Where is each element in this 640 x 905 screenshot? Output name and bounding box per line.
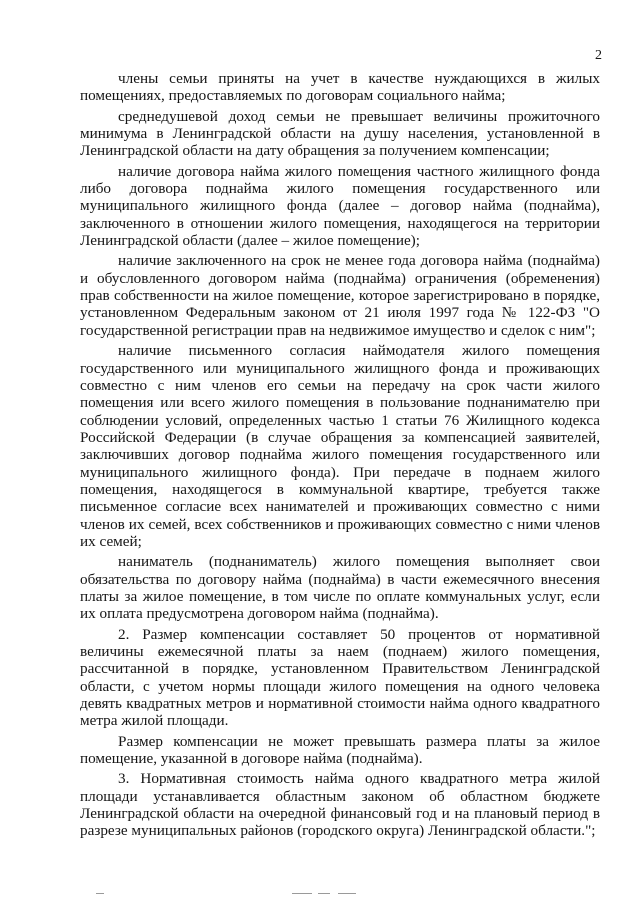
paragraph-lease-term: наличие заключенного на срок не менее года договора найма (поднайма) и обусловленного договором найма (поднайма) ограничения (обременения) прав собственности на жилое помещение, которое зарегистрировано в порядке, установленном Федеральным законом от 21 июля 1997 года № 122-ФЗ "О государственной регистрации прав на недвижимое имущество и сделок с ним";: [80, 252, 600, 339]
paragraph-written-consent: наличие письменного согласия наймодателя жилого помещения государственного или муниципального жилищного фонда и проживающих совместно с ним членов его семьи на передачу на срок части жилого помещения или всего жилого помещения в пользование поднанимателю при соблюдении условий, определенных частью 1 статьи 76 Жилищного кодекса Российской Федерации (в случае обращения за компенсацией заявителей, заключивших договор поднайма жилого помещения государственного или муниципального жилищного фонда). При передаче в поднаем жилого помещения, находящегося в коммунальной квартире, требуется также письменное согласие всех нанимателей и проживающих совместно с ними членов их семей, всех собственников и проживающих совместно с ними членов их семей;: [80, 342, 600, 550]
scan-mark: [96, 893, 104, 894]
paragraph-normative-cost: 3. Нормативная стоимость найма одного квадратного метра жилой площади устанавливается областным законом об областном бюджете Ленинградской области на очередной финансовый год и на плановый период в разрезе муниципальных районов (городского округа) Ленинградской области.";: [80, 770, 600, 840]
scan-mark: [292, 893, 312, 894]
paragraph-compensation-limit: Размер компенсации не может превышать размера платы за жилое помещение, указанной в договоре найма (поднайма).: [80, 732, 600, 768]
paragraph-lease-contract: наличие договора найма жилого помещения частного жилищного фонда либо договора поднайма жилого помещения государственного или муниципального жилищного фонда (далее – договор найма (поднайма), заключенного в отношении жилого помещения, находящегося на территории Ленинградской области (далее – жилое помещение);: [80, 162, 600, 250]
page-number: 2: [595, 48, 602, 63]
paragraph-income: среднедушевой доход семьи не превышает величины прожиточного минимума в Ленинградской области на душу населения, установленной в Ленинградской области на дату обращения за получением компенсации;: [80, 107, 600, 160]
paragraph-compensation-amount: 2. Размер компенсации составляет 50 процентов от нормативной величины ежемесячной платы за наем (поднаем) жилого помещения, рассчитанной в порядке, установленном Правительством Ленинградской области, с учетом нормы площади жилого помещения на одного человека девять квадратных метров и нормативной стоимости найма одного квадратного метра жилой площади.: [80, 625, 600, 730]
scan-mark: [338, 893, 356, 894]
scan-footer-marks: [0, 893, 640, 901]
paragraph-obligations: наниматель (поднаниматель) жилого помещения выполняет свои обязательства по договору найма (поднайма) в части ежемесячного внесения платы за жилое помещение, в том числе по оплате коммунальных услуг, если их оплата предусмотрена договором найма (поднайма).: [80, 553, 600, 623]
document-body: [80, 70, 600, 840]
scan-mark: [318, 893, 330, 894]
paragraph-registration: члены семьи приняты на учет в качестве нуждающихся в жилых помещениях, предоставляемых по договорам социального найма;: [80, 70, 600, 105]
